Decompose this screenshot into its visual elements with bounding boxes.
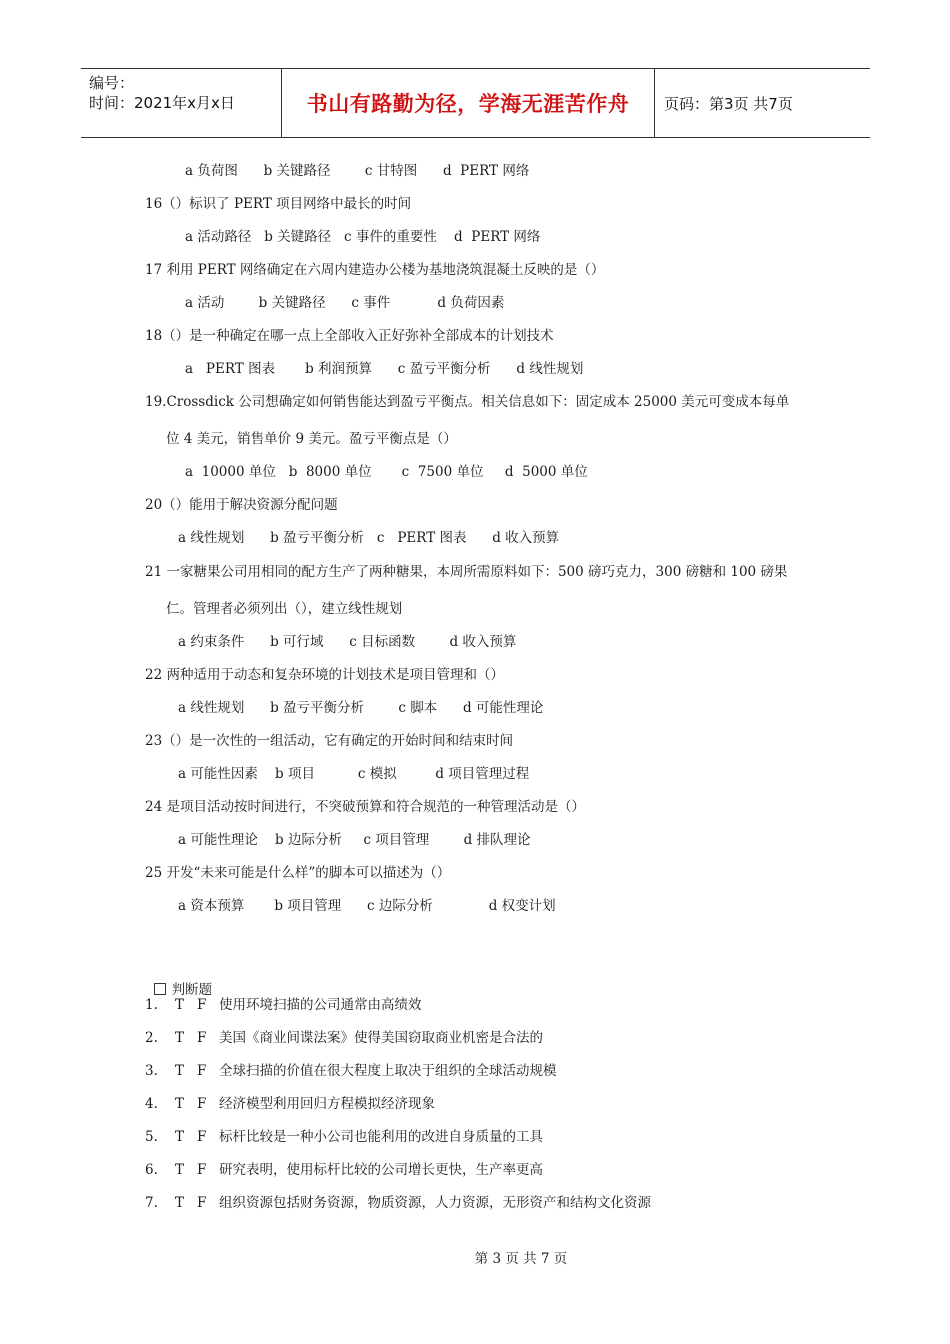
- question-text-continued: 仁。管理者必须列出（），建立线性规划: [166, 601, 403, 617]
- tf-false-marker: F: [197, 1063, 207, 1079]
- page-header: [81, 68, 870, 138]
- tf-statement: 研究表明，使用标杆比较的公司增长更快，生产率更高: [219, 1162, 543, 1178]
- header-time-label: 时间：2021年x月x日: [89, 94, 235, 112]
- question-text: 21 一家糖果公司用相同的配方生产了两种糖果，本周所需原料如下：500 磅巧克力，300 磅糖和 100 磅果: [145, 564, 788, 580]
- tf-statement: 全球扫描的价值在很大程度上取决于组织的全球活动规模: [219, 1063, 557, 1079]
- tf-false-marker: F: [197, 1129, 207, 1145]
- tf-number: 7.: [145, 1195, 158, 1211]
- question-text: 16（）标识了 PERT 项目网络中最长的时间: [145, 196, 412, 212]
- header-number-label: 编号：: [89, 74, 135, 92]
- tf-true-marker: T: [175, 1096, 185, 1112]
- tf-number: 2.: [145, 1030, 158, 1046]
- tf-item: [145, 1095, 435, 1113]
- tf-item: [145, 1161, 543, 1179]
- tf-false-marker: F: [197, 1195, 207, 1211]
- tf-statement: 使用环境扫描的公司通常由高绩效: [219, 997, 422, 1013]
- question-options: a 活动路径 b 关键路径 c 事件的重要性 d PERT 网络: [185, 229, 541, 245]
- tf-statement: 经济模型利用回归方程模拟经济现象: [219, 1096, 435, 1112]
- tf-item: [145, 1194, 651, 1212]
- tf-true-marker: T: [175, 1129, 185, 1145]
- question-text: 24 是项目活动按时间进行，不突破预算和符合规范的一种管理活动是（）: [145, 799, 585, 815]
- tf-number: 1.: [145, 997, 158, 1013]
- tf-true-marker: T: [175, 1063, 185, 1079]
- question-options: a PERT 图表 b 利润预算 c 盈亏平衡分析 d 线性规划: [185, 361, 584, 377]
- tf-item: [145, 1029, 543, 1047]
- header-meta: [89, 73, 235, 113]
- page-footer: 第 3 页 共 7 页: [474, 1251, 568, 1267]
- section-title: 判断题: [171, 982, 213, 998]
- question-options: a 资本预算 b 项目管理 c 边际分析 d 权变计划: [178, 898, 556, 914]
- tf-number: 4.: [145, 1096, 158, 1112]
- tf-false-marker: F: [197, 1162, 207, 1178]
- checkbox-icon: [154, 983, 166, 995]
- tf-item: [145, 1062, 557, 1080]
- question-text: 17 利用 PERT 网络确定在六周内建造办公楼为基地浇筑混凝土反映的是（）: [145, 262, 605, 278]
- question-options: a 可能性理论 b 边际分析 c 项目管理 d 排队理论: [178, 832, 531, 848]
- tf-item: [145, 1128, 543, 1146]
- question-text: 25 开发“未来可能是什么样”的脚本可以描述为（）: [145, 865, 451, 881]
- question-options: a 10000 单位 b 8000 单位 c 7500 单位 d 5000 单位: [185, 464, 588, 480]
- tf-statement: 标杆比较是一种小公司也能利用的改进自身质量的工具: [219, 1129, 543, 1145]
- question-options: a 约束条件 b 可行域 c 目标函数 d 收入预算: [178, 634, 517, 650]
- tf-false-marker: F: [197, 1030, 207, 1046]
- question-text: 23（）是一次性的一组活动，它有确定的开始时间和结束时间: [145, 733, 514, 749]
- question-text: 20（）能用于解决资源分配问题: [145, 497, 338, 513]
- question-options: a 线性规划 b 盈亏平衡分析 c PERT 图表 d 收入预算: [178, 530, 560, 546]
- question-options: a 可能性因素 b 项目 c 模拟 d 项目管理过程: [178, 766, 530, 782]
- tf-true-marker: T: [175, 1030, 185, 1046]
- section-heading: [145, 963, 212, 999]
- question-options: a 线性规划 b 盈亏平衡分析 c 脚本 d 可能性理论: [178, 700, 544, 716]
- tf-true-marker: T: [175, 997, 185, 1013]
- tf-number: 3.: [145, 1063, 158, 1079]
- header-motto: 书山有路勤为径，学海无涯苦作舟: [306, 92, 630, 116]
- header-page-info: 页码：第3页 共7页: [664, 94, 793, 113]
- header-divider: [654, 69, 655, 137]
- question-text: 22 两种适用于动态和复杂环境的计划技术是项目管理和（）: [145, 667, 504, 683]
- tf-false-marker: F: [197, 997, 207, 1013]
- tf-number: 6.: [145, 1162, 158, 1178]
- tf-statement: 组织资源包括财务资源，物质资源，人力资源，无形资产和结构文化资源: [219, 1195, 651, 1211]
- question-text-continued: 位 4 美元，销售单价 9 美元。盈亏平衡点是（）: [166, 431, 457, 447]
- tf-statement: 美国《商业间谍法案》使得美国窃取商业机密是合法的: [219, 1030, 543, 1046]
- question-text: 18（）是一种确定在哪一点上全部收入正好弥补全部成本的计划技术: [145, 328, 554, 344]
- tf-number: 5.: [145, 1129, 158, 1145]
- question-options: a 负荷图 b 关键路径 c 甘特图 d PERT 网络: [185, 163, 530, 179]
- tf-false-marker: F: [197, 1096, 207, 1112]
- tf-item: [145, 996, 422, 1014]
- question-options: a 活动 b 关键路径 c 事件 d 负荷因素: [185, 295, 505, 311]
- question-text: 19.Crossdick 公司想确定如何销售能达到盈亏平衡点。相关信息如下：固定成本 25000 美元可变成本每单: [145, 394, 790, 410]
- tf-true-marker: T: [175, 1162, 185, 1178]
- tf-true-marker: T: [175, 1195, 185, 1211]
